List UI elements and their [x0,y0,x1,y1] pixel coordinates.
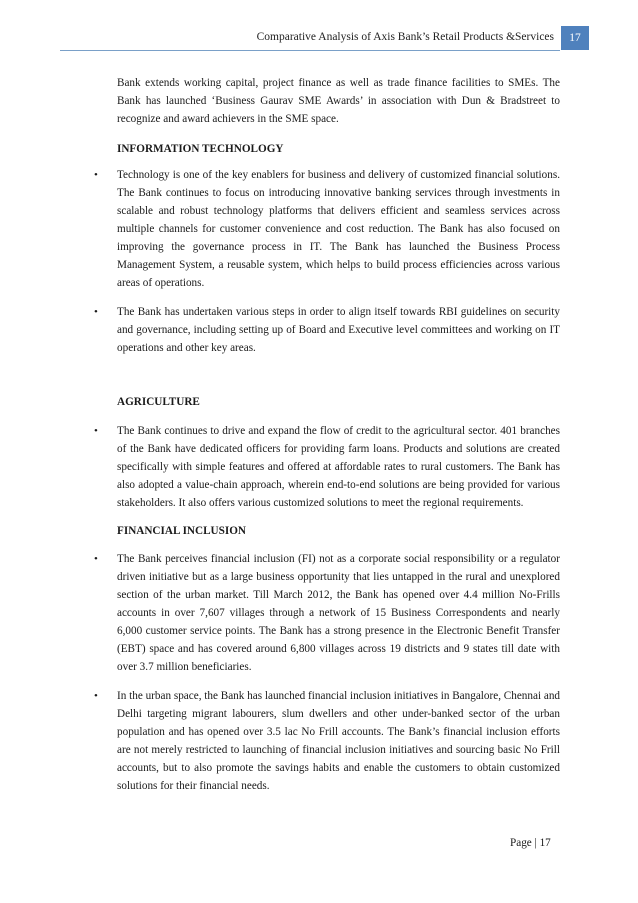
bullet-text: The Bank perceives financial inclusion (FI) not as a corporate social responsibility or a regulator driven initiative but as a large business opportunity that lies untapped in the rural and unexplored section of the urban market. Till March 2012, the Bank has opened over 4.4 million No-Frills accounts in over 7,607 villages through a network of 15 Business Correspondents and nearly 6,000 customer service points. The Bank has a strong presence in the Electronic Benefit Transfer (EBT) space and has covered around 6,800 villages across 19 districts and 9 states till date with over 3.7 million beneficiaries. [117,553,560,673]
document-title: Comparative Analysis of Axis Bank’s Retail Products &Services [256,31,554,43]
bullet-icon: • [94,425,98,437]
intro-paragraph: Bank extends working capital, project finance as well as trade finance facilities to SMEs. The Bank has launched ‘Business Gaurav SME Awards’ in association with Dun & Bradstreet to recognize and award achievers in the SME space. [117,77,560,125]
bullet-item [94,687,561,795]
section-heading-agriculture: AGRICULTURE [117,396,200,408]
bullet-text: In the urban space, the Bank has launched financial inclusion initiatives in Bangalore, Chennai and Delhi targeting migrant labourers, slum dwellers and other under-banked sector of the urban population and has opened over 3.5 lac No Frill accounts. The Bank’s financial inclusion efforts are not merely restricted to launching of financial inclusion initiatives and sourcing basic No Frill accounts, but to also promote the savings habits and enable the customers to obtain customized solutions for their financial needs. [117,690,561,792]
section-heading-information-technology: INFORMATION TECHNOLOGY [117,143,284,155]
bullet-text: The Bank continues to drive and expand the flow of credit to the agricultural sector. 401 branches of the Bank have dedicated officers for providing farm loans. Products and solutions are created specifically with simple features and offered at affordable rates to rural customers. The Bank has also adopted a value-chain approach, wherein end-to-end solutions are being provided for various stakeholders. It also offers various customized solutions to meet the regional requirements. [117,425,560,509]
bullet-text: Technology is one of the key enablers for business and delivery of customized financial solutions. The Bank continues to focus on introducing innovative banking services through investments in scalable and robust technology platforms that delivers efficient and seamless services across multiple channels for customer convenience and cost reduction. The Bank has also focused on improving the governance process in IT. The Bank has launched the Business Process Management System, a reusable system, which helps to build process efficiencies across various areas of operations. [117,169,560,289]
bullet-item [94,422,560,512]
header-divider [60,50,560,51]
page-body [94,74,561,795]
bullet-icon: • [94,690,98,702]
page-number-badge: 17 [561,26,589,50]
bullet-icon: • [94,306,98,318]
bullet-text: The Bank has undertaken various steps in order to align itself towards RBI guidelines on security and governance, including setting up of Board and Executive level committees and working on IT operations and other key areas. [117,306,560,354]
bullet-item [94,550,560,676]
bullet-item [94,303,560,357]
bullet-icon: • [94,553,98,565]
section-heading-financial-inclusion: FINANCIAL INCLUSION [117,525,246,537]
page-header [0,22,638,52]
footer-page-number: Page | 17 [510,837,551,849]
bullet-item [94,166,560,292]
bullet-icon: • [94,169,98,181]
